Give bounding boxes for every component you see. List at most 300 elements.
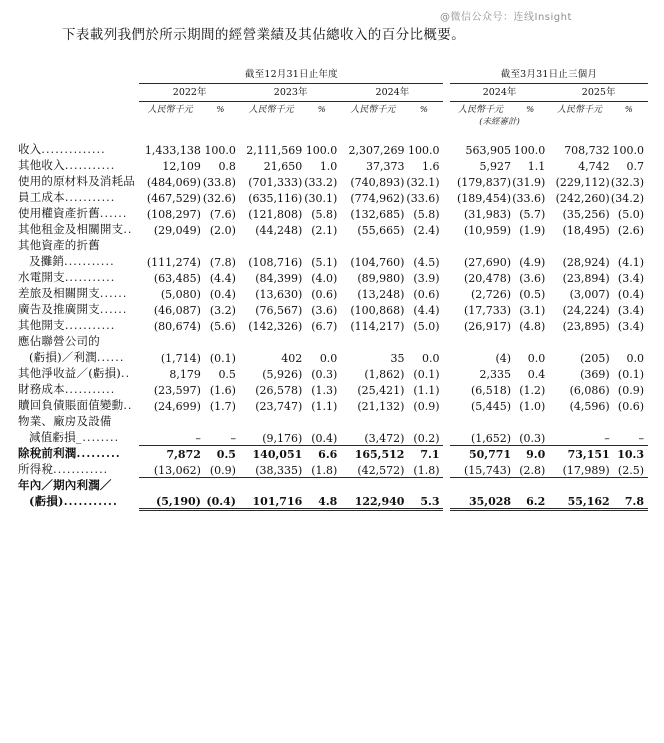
row-label-text: 財務成本 [18, 382, 65, 396]
table-group-header-row [18, 66, 648, 80]
table-row [18, 285, 648, 301]
row-label-leader-dots: ...... [99, 303, 128, 316]
cell-amount: 122,940 [341, 493, 404, 509]
period-header-2022: 2022年 [172, 87, 207, 98]
cell-percent: (33.2) [304, 176, 338, 189]
cell-amount: (100,868) [350, 304, 405, 317]
cell-percent: (0.6) [311, 288, 338, 301]
cell-amount: (121,808) [248, 208, 303, 221]
cell-amount: (6,518) [470, 384, 512, 397]
cell-amount: 5,927 [479, 160, 512, 173]
row-label [18, 349, 139, 365]
percent-label-2024: % [419, 105, 428, 115]
unit-label-2024-q1: 人民幣千元 [457, 105, 503, 115]
period-header-2025-q1: 2025年 [581, 87, 616, 98]
cell-percent [511, 477, 549, 493]
cell-amount: (701,333) [248, 176, 303, 189]
row-label-text: 減值虧損 [29, 430, 76, 444]
cell-amount: (4) [495, 352, 512, 365]
group-header-quarter: 截至3月31日止三個月 [500, 69, 598, 80]
cell-percent [302, 477, 341, 493]
cell-percent: (1.8) [302, 461, 341, 477]
cell-amount: (1,652) [450, 429, 511, 445]
row-label-leader-dots: ........... [64, 255, 115, 268]
row-label-leader-dots: ........... [64, 159, 116, 172]
table-row [18, 173, 648, 189]
row-label-leader-dots: ........... [63, 495, 118, 508]
cell-percent: – [610, 429, 648, 445]
cell-percent [511, 237, 549, 253]
cell-amount: (114,217) [350, 320, 405, 333]
row-label-text: 物業、廠房及設備 [18, 414, 112, 428]
table-row [18, 445, 648, 461]
cell-percent: 100.0 [612, 144, 644, 157]
cell-amount: 402 [281, 352, 303, 365]
cell-amount: 4,742 [578, 160, 610, 173]
cell-amount: (27,690) [463, 256, 512, 269]
cell-percent: 100.0 [513, 144, 546, 157]
cell-amount: (31,983) [463, 208, 512, 221]
cell-percent: (30.1) [304, 192, 338, 205]
cell-amount: (46,087) [153, 304, 201, 317]
cell-percent: (3.4) [617, 272, 644, 285]
cell-percent: (6.7) [311, 320, 338, 333]
cell-amount: (740,893) [350, 176, 405, 189]
cell-amount: (142,326) [248, 320, 303, 333]
cell-percent: (2.8) [511, 461, 549, 477]
row-label [18, 429, 139, 445]
row-label [18, 253, 139, 269]
row-label-text: 員工成本 [18, 190, 65, 204]
cell-amount [240, 477, 302, 493]
cell-amount: (132,685) [350, 208, 405, 221]
cell-amount: – [139, 429, 201, 445]
cell-percent: (3.4) [617, 320, 644, 333]
cell-percent [302, 237, 341, 253]
row-label-leader-dots: ............ [53, 463, 109, 476]
cell-percent: (4.8) [519, 320, 546, 333]
table-row [18, 413, 648, 429]
cell-amount: (3,472) [341, 429, 404, 445]
unit-label-2023: 人民幣千元 [248, 105, 294, 115]
cell-percent: 6.6 [318, 448, 338, 461]
cell-percent: (1.2) [519, 384, 546, 397]
table-row [18, 269, 648, 285]
cell-amount: (21,132) [357, 400, 405, 413]
cell-percent: 0.0 [319, 352, 338, 365]
cell-amount: 2,335 [479, 368, 512, 381]
cell-percent [201, 237, 240, 253]
cell-percent: 1.0 [319, 160, 338, 173]
row-label-text: 差旅及相關開支 [18, 286, 100, 300]
percent-label-2023: % [317, 105, 326, 115]
cell-percent: (2.0) [209, 224, 236, 237]
cell-amount: 12,109 [162, 160, 201, 173]
intro-paragraph: 下表載列我們於所示期間的經營業績及其佔總收入的百分比概要。 [62, 27, 466, 43]
cell-percent [404, 477, 443, 493]
row-label-leader-dots: ........... [64, 191, 116, 204]
table-row [18, 461, 648, 477]
cell-percent: (3.9) [413, 272, 440, 285]
table-row [18, 397, 648, 413]
cell-percent: (5.7) [519, 208, 546, 221]
row-label [18, 461, 139, 477]
cell-percent [511, 333, 549, 349]
cell-percent: (3.6) [311, 304, 338, 317]
row-label-text: 使用權資產折舊 [18, 206, 100, 220]
cell-percent: 0.5 [218, 368, 236, 381]
unit-label-2022: 人民幣千元 [147, 105, 193, 115]
cell-percent [404, 237, 443, 253]
cell-amount: (15,743) [450, 461, 511, 477]
row-label-text: (虧損) [29, 494, 64, 508]
cell-percent: (3.2) [209, 304, 236, 317]
cell-percent: (0.3) [511, 429, 549, 445]
table-row [18, 493, 648, 509]
cell-amount: (23,747) [255, 400, 303, 413]
row-label-text: 其他收入 [18, 158, 65, 172]
watermark: @微信公众号：连线Insight [440, 12, 572, 23]
cell-percent: (2.1) [311, 224, 338, 237]
cell-amount [450, 333, 511, 349]
table-row [18, 221, 648, 237]
cell-amount: 7,872 [166, 448, 201, 461]
cell-percent: 100.0 [305, 144, 338, 157]
row-label [18, 413, 139, 429]
cell-amount: (369) [580, 368, 610, 381]
cell-amount: 2,111,569 [246, 144, 303, 157]
cell-amount [450, 237, 511, 253]
cell-amount: (111,274) [146, 256, 201, 269]
cell-percent: (7.6) [209, 208, 236, 221]
percent-label-2025-q1: % [624, 105, 633, 115]
table-row [18, 349, 648, 365]
cell-amount: (89,980) [357, 272, 405, 285]
cell-percent: (7.8) [209, 256, 236, 269]
table-row [18, 317, 648, 333]
cell-percent: 0.8 [218, 160, 236, 173]
cell-amount [240, 333, 302, 349]
cell-percent: (33.6) [406, 192, 440, 205]
cell-amount [341, 477, 404, 493]
cell-amount: (23,894) [562, 272, 610, 285]
cell-amount: – [549, 429, 609, 445]
cell-percent: 100.0 [204, 144, 236, 157]
cell-amount [549, 237, 609, 253]
row-label [18, 493, 139, 509]
row-label-leader-dots: .. [123, 223, 133, 236]
table-row [18, 365, 648, 381]
row-label [18, 205, 139, 221]
cell-amount [139, 333, 201, 349]
cell-amount: (35,256) [562, 208, 610, 221]
cell-percent: (1.1) [413, 384, 440, 397]
cell-amount: (29,049) [153, 224, 201, 237]
cell-percent: (4.1) [617, 256, 644, 269]
cell-percent: (5.8) [311, 208, 338, 221]
table-body [18, 141, 648, 509]
cell-amount: (13,248) [357, 288, 405, 301]
cell-amount: (5,080) [160, 288, 201, 301]
cell-percent: (5.6) [209, 320, 236, 333]
cell-percent [610, 477, 648, 493]
cell-amount: 73,151 [567, 448, 610, 461]
row-label-leader-dots: .. [123, 399, 133, 412]
cell-amount: (44,248) [255, 224, 303, 237]
row-label [18, 141, 139, 157]
row-label-text: 其他資產的折舊 [18, 238, 100, 252]
cell-percent: (1.7) [209, 400, 236, 413]
cell-amount: (38,335) [240, 461, 302, 477]
row-label [18, 237, 139, 253]
table-row [18, 237, 648, 253]
cell-percent: (33.6) [512, 192, 546, 205]
cell-percent [511, 413, 549, 429]
cell-amount: (26,578) [255, 384, 303, 397]
row-label [18, 397, 139, 413]
cell-amount: (42,572) [341, 461, 404, 477]
cell-amount [549, 333, 609, 349]
cell-percent: 5.3 [404, 493, 443, 509]
table-row [18, 333, 648, 349]
cell-amount: (229,112) [555, 176, 610, 189]
cell-percent: 0.0 [527, 352, 546, 365]
cell-percent: (3.6) [519, 272, 546, 285]
cell-amount: (484,069) [146, 176, 201, 189]
cell-percent: (0.1) [209, 352, 236, 365]
row-label [18, 333, 139, 349]
cell-percent: (4.4) [413, 304, 440, 317]
row-label-text: 贖回負債賬面值變動 [18, 398, 124, 412]
cell-percent: 1.1 [527, 160, 546, 173]
cell-percent [201, 333, 240, 349]
cell-percent: (0.4) [201, 493, 240, 509]
cell-amount: 101,716 [240, 493, 302, 509]
table-spacer [18, 127, 648, 141]
cell-amount: (104,760) [350, 256, 405, 269]
table-row [18, 381, 648, 397]
cell-amount: (4,596) [569, 400, 610, 413]
financial-results-table [18, 66, 648, 511]
cell-amount: 708,732 [564, 144, 610, 157]
cell-percent: 6.2 [511, 493, 549, 509]
cell-percent: (2.6) [617, 224, 644, 237]
table-unit-header-row [18, 102, 648, 116]
row-label-text: 其他租金及相關開支 [18, 222, 124, 236]
cell-amount [341, 333, 404, 349]
row-label [18, 317, 139, 333]
cell-amount [450, 477, 511, 493]
cell-percent: (4.4) [209, 272, 236, 285]
cell-amount: (20,478) [463, 272, 512, 285]
cell-percent: (5.8) [413, 208, 440, 221]
cell-percent [404, 413, 443, 429]
cell-percent: (33.8) [202, 176, 236, 189]
cell-percent [404, 333, 443, 349]
cell-percent: (0.5) [519, 288, 546, 301]
row-label [18, 365, 139, 381]
row-label-leader-dots: ........... [64, 383, 116, 396]
cell-percent: (0.4) [302, 429, 341, 445]
cell-amount: (1,862) [364, 368, 405, 381]
cell-percent: 0.0 [421, 352, 440, 365]
cell-amount: 140,051 [252, 448, 303, 461]
cell-amount: (5,190) [139, 493, 201, 509]
row-label-leader-dots: _........ [75, 431, 120, 444]
cell-percent: (0.2) [404, 429, 443, 445]
cell-percent: 10.3 [617, 448, 644, 461]
cell-amount: (13,630) [255, 288, 303, 301]
cell-percent: (32.3) [610, 176, 644, 189]
cell-percent: 7.1 [420, 448, 440, 461]
cell-amount: (26,917) [463, 320, 512, 333]
row-label-text: 及攤銷 [29, 254, 65, 268]
cell-amount: (1,714) [160, 352, 201, 365]
cell-amount [240, 237, 302, 253]
cell-amount: (63,485) [153, 272, 201, 285]
cell-percent: (32.1) [406, 176, 440, 189]
cell-amount: 2,307,269 [348, 144, 405, 157]
row-label [18, 445, 139, 461]
cell-percent: (0.3) [311, 368, 338, 381]
cell-percent: (0.9) [617, 384, 644, 397]
cell-amount: 21,650 [263, 160, 303, 173]
period-header-2024-q1: 2024年 [482, 87, 517, 98]
cell-amount: 8,179 [169, 368, 201, 381]
cell-amount: (205) [580, 352, 610, 365]
table-row [18, 157, 648, 173]
cell-percent [610, 413, 648, 429]
cell-percent: (0.4) [617, 288, 644, 301]
cell-percent: (34.2) [610, 192, 644, 205]
row-label [18, 477, 139, 493]
cell-amount [549, 413, 609, 429]
cell-amount [341, 413, 404, 429]
row-label [18, 285, 139, 301]
cell-amount: (5,926) [262, 368, 303, 381]
cell-amount: 37,373 [365, 160, 405, 173]
table-row [18, 301, 648, 317]
cell-amount [139, 413, 201, 429]
unit-label-2025-q1: 人民幣千元 [556, 105, 602, 115]
table-row [18, 477, 648, 493]
cell-percent: (1.0) [519, 400, 546, 413]
cell-amount: (10,959) [463, 224, 512, 237]
cell-amount: (24,224) [562, 304, 610, 317]
percent-label-2024-q1: % [526, 105, 535, 115]
cell-amount: (467,529) [146, 192, 201, 205]
cell-amount [341, 237, 404, 253]
row-label-text: 應佔聯營公司的 [18, 334, 100, 348]
cell-amount: 35 [390, 352, 405, 365]
cell-amount [549, 477, 609, 493]
cell-percent: – [201, 429, 240, 445]
cell-amount [240, 413, 302, 429]
cell-amount: (76,567) [255, 304, 303, 317]
cell-percent [610, 237, 648, 253]
cell-percent: (5.0) [413, 320, 440, 333]
cell-amount: (25,421) [357, 384, 405, 397]
cell-amount: (17,989) [549, 461, 609, 477]
cell-percent: (1.6) [209, 384, 236, 397]
cell-percent: (5.1) [311, 256, 338, 269]
row-label-leader-dots: .............. [41, 143, 106, 156]
cell-percent: (0.6) [617, 400, 644, 413]
cell-percent: (3.4) [617, 304, 644, 317]
cell-amount: (23,597) [153, 384, 201, 397]
cell-percent [302, 413, 341, 429]
cell-amount: 35,028 [450, 493, 511, 509]
row-label [18, 173, 139, 189]
row-label [18, 269, 139, 285]
cell-amount: (774,962) [350, 192, 405, 205]
cell-percent: 7.8 [610, 493, 648, 509]
cell-amount: (23,895) [562, 320, 610, 333]
cell-amount [139, 237, 201, 253]
percent-label-2022: % [216, 105, 225, 115]
cell-percent: (32.6) [202, 192, 236, 205]
group-header-annual: 截至12月31日止年度 [244, 69, 338, 80]
cell-amount: (108,716) [248, 256, 303, 269]
row-label [18, 221, 139, 237]
cell-amount: (6,086) [569, 384, 610, 397]
cell-amount: 50,771 [468, 448, 512, 461]
cell-percent: (1.8) [404, 461, 443, 477]
cell-percent [201, 413, 240, 429]
cell-percent: (1.9) [519, 224, 546, 237]
row-label-text: 其他開支 [18, 318, 65, 332]
cell-percent: 0.4 [527, 368, 546, 381]
cell-amount: (18,495) [562, 224, 610, 237]
row-label-text: 水電開支 [18, 270, 65, 284]
row-label-text: 除稅前利潤 [18, 446, 77, 460]
table-unaudited-note-row [18, 115, 648, 127]
cell-percent: (4.5) [413, 256, 440, 269]
cell-amount: (13,062) [139, 461, 201, 477]
cell-percent: (1.3) [311, 384, 338, 397]
cell-amount: (2,726) [470, 288, 512, 301]
cell-percent [302, 333, 341, 349]
cell-percent: 0.7 [626, 160, 644, 173]
cell-percent: (5.0) [617, 208, 644, 221]
cell-amount: (3,007) [569, 288, 610, 301]
cell-amount: 165,512 [354, 448, 405, 461]
row-label-text: 其他淨收益／(虧損) [18, 366, 121, 380]
period-header-2024: 2024年 [375, 87, 410, 98]
table-row [18, 189, 648, 205]
row-label-text: 使用的原材料及消耗品 [18, 174, 135, 188]
row-label-leader-dots: ...... [96, 351, 125, 364]
row-label [18, 157, 139, 173]
row-label [18, 381, 139, 397]
cell-percent: 0.0 [626, 352, 644, 365]
row-label-text: 所得稅 [18, 462, 54, 476]
row-label [18, 189, 139, 205]
cell-amount: (189,454) [456, 192, 512, 205]
cell-percent [610, 333, 648, 349]
cell-percent: 4.8 [302, 493, 341, 509]
row-label-leader-dots: ......... [76, 447, 121, 460]
cell-percent: (0.9) [201, 461, 240, 477]
row-label-text: 收入 [18, 142, 42, 156]
cell-percent: (4.9) [519, 256, 546, 269]
cell-percent: (0.9) [413, 400, 440, 413]
cell-amount: 1,433,138 [144, 144, 201, 157]
cell-percent: (0.1) [617, 368, 644, 381]
cell-amount: (108,297) [146, 208, 201, 221]
table-row [18, 141, 648, 157]
row-label-leader-dots: ........... [64, 271, 116, 284]
